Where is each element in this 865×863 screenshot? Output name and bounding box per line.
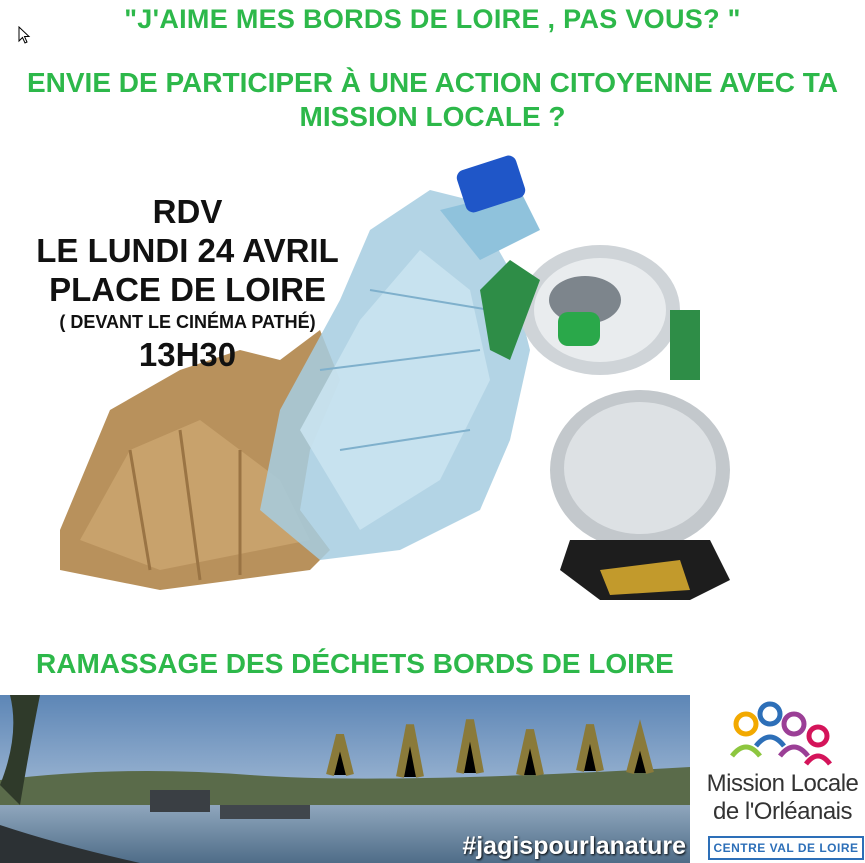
headline: "J'AIME MES BORDS DE LOIRE , PAS VOUS? " bbox=[124, 4, 741, 34]
subheadline bbox=[0, 66, 865, 134]
hashtag: #jagispourlanature bbox=[462, 832, 686, 860]
rdv-place: PLACE DE LOIRE bbox=[49, 271, 326, 308]
rdv-details bbox=[10, 192, 365, 374]
logo-name-line1: Mission Locale bbox=[706, 770, 859, 797]
rdv-label: RDV bbox=[152, 193, 223, 230]
logo-region: CENTRE VAL DE LOIRE bbox=[708, 836, 864, 860]
mission-locale-logo bbox=[700, 698, 865, 863]
subheadline-line2: MISSION LOCALE ? bbox=[299, 101, 566, 132]
rdv-date: LE LUNDI 24 AVRIL bbox=[36, 232, 339, 269]
rdv-place-detail: ( DEVANT LE CINÉMA PATHÉ) bbox=[59, 312, 316, 332]
event-title: RAMASSAGE DES DÉCHETS BORDS DE LOIRE bbox=[36, 648, 674, 679]
rdv-time: 13H30 bbox=[138, 336, 237, 373]
logo-name-line2: de l'Orléanais bbox=[713, 798, 852, 825]
people-icon bbox=[700, 698, 865, 768]
loire-river-photo bbox=[0, 695, 690, 863]
subheadline-line1: ENVIE DE PARTICIPER À UNE ACTION CITOYENNE AVEC TA bbox=[26, 67, 839, 98]
